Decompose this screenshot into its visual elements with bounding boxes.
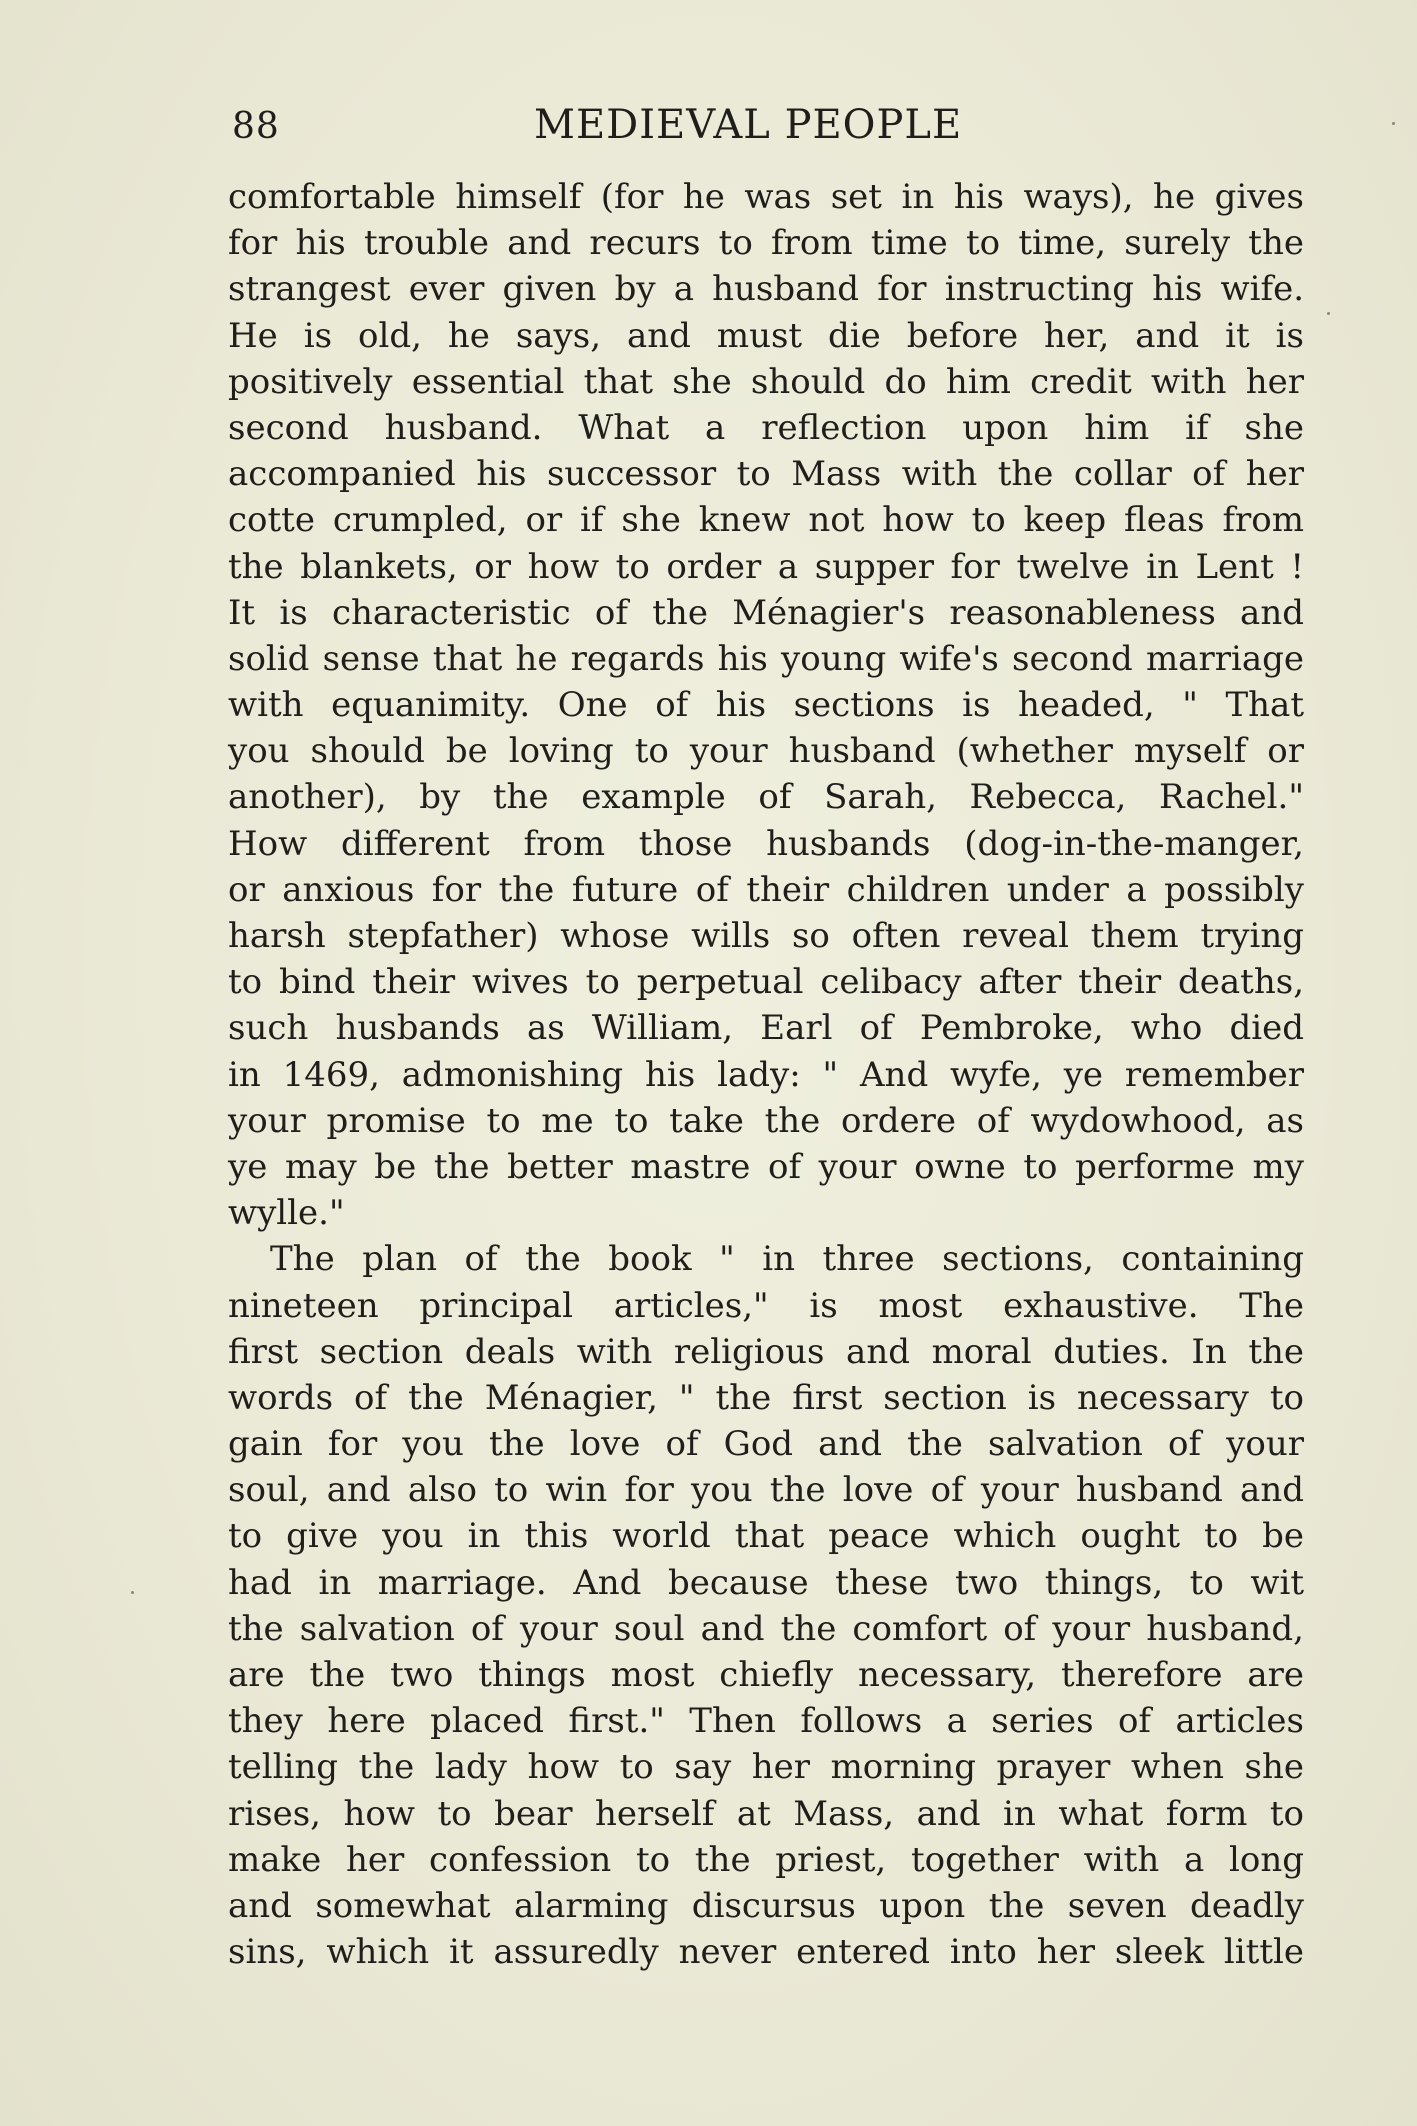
text-line: nineteen principal articles," is most exhaustive. The: [228, 1285, 1304, 1326]
text-line: in 1469, admonishing his lady: " And wyfe, ye remember: [228, 1054, 1304, 1095]
text-line: second husband. What a reflection upon him if she: [228, 407, 1304, 448]
text-line: cotte crumpled, or if she knew not how to keep fleas from: [228, 500, 1304, 541]
text-line: another), by the example of Sarah, Rebecca, Rachel.": [228, 777, 1304, 818]
text-line: make her confession to the priest, together with a long: [228, 1839, 1304, 1880]
body-text: [228, 174, 1304, 1975]
text-line: for his trouble and recurs to from time to time, surely the: [228, 223, 1304, 264]
text-line: wylle.": [228, 1193, 345, 1234]
text-line: sins, which it assuredly never entered into her sleek little: [228, 1932, 1304, 1973]
text-line: gain for you the love of God and the salvation of your: [228, 1424, 1304, 1465]
text-line: the salvation of your soul and the comfort of your husband,: [228, 1608, 1304, 1649]
text-line: the blankets, or how to order a supper for twelve in Lent !: [228, 546, 1304, 587]
text-line: with equanimity. One of his sections is headed, " That: [228, 685, 1304, 726]
text-line: they here placed first." Then follows a series of articles: [228, 1701, 1304, 1742]
text-line: accompanied his successor to Mass with the collar of her: [228, 454, 1304, 495]
text-line: positively essential that she should do him credit with her: [228, 361, 1304, 402]
text-line: your promise to me to take the ordere of wydowhood, as: [228, 1100, 1304, 1141]
paper-speck: [131, 1591, 134, 1594]
paper-speck: [1327, 312, 1330, 315]
text-line: rises, how to bear herself at Mass, and in what form to: [228, 1793, 1304, 1834]
text-line: It is characteristic of the Ménagier's reasonableness and: [228, 592, 1304, 633]
paper-speck: [1392, 122, 1395, 125]
page-number: 88: [232, 106, 280, 147]
text-line: first section deals with religious and moral duties. In the: [228, 1331, 1304, 1372]
page-header: [228, 100, 1308, 160]
text-line: ye may be the better mastre of your owne to performe my: [228, 1146, 1304, 1187]
text-line: you should be loving to your husband (whether myself or: [228, 731, 1304, 772]
text-line: telling the lady how to say her morning prayer when she: [228, 1747, 1304, 1788]
text-line: and somewhat alarming discursus upon the seven deadly: [228, 1885, 1304, 1926]
text-line: or anxious for the future of their children under a possibly: [228, 869, 1304, 910]
text-line: to bind their wives to perpetual celibacy after their deaths,: [228, 962, 1304, 1003]
text-line: solid sense that he regards his young wife's second marriage: [228, 638, 1304, 679]
text-line: such husbands as William, Earl of Pembroke, who died: [228, 1008, 1304, 1049]
text-line: How different from those husbands (dog-in-the-manger,: [228, 823, 1304, 864]
text-line: had in marriage. And because these two things, to wit: [228, 1562, 1304, 1603]
text-line: harsh stepfather) whose wills so often reveal them trying: [228, 916, 1304, 956]
text-line: The plan of the book " in three sections, containing: [270, 1239, 1304, 1280]
text-line: strangest ever given by a husband for instructing his wife.: [228, 269, 1304, 310]
text-line: words of the Ménagier, " the first section is necessary to: [228, 1377, 1304, 1418]
text-line: comfortable himself (for he was set in his ways), he gives: [228, 177, 1304, 217]
running-head: MEDIEVAL PEOPLE: [534, 102, 963, 148]
text-line: are the two things most chiefly necessary, therefore are: [228, 1655, 1304, 1695]
text-line: He is old, he says, and must die before her, and it is: [228, 315, 1304, 356]
text-line: soul, and also to win for you the love of your husband and: [228, 1470, 1304, 1511]
text-line: to give you in this world that peace which ought to be: [228, 1516, 1304, 1557]
